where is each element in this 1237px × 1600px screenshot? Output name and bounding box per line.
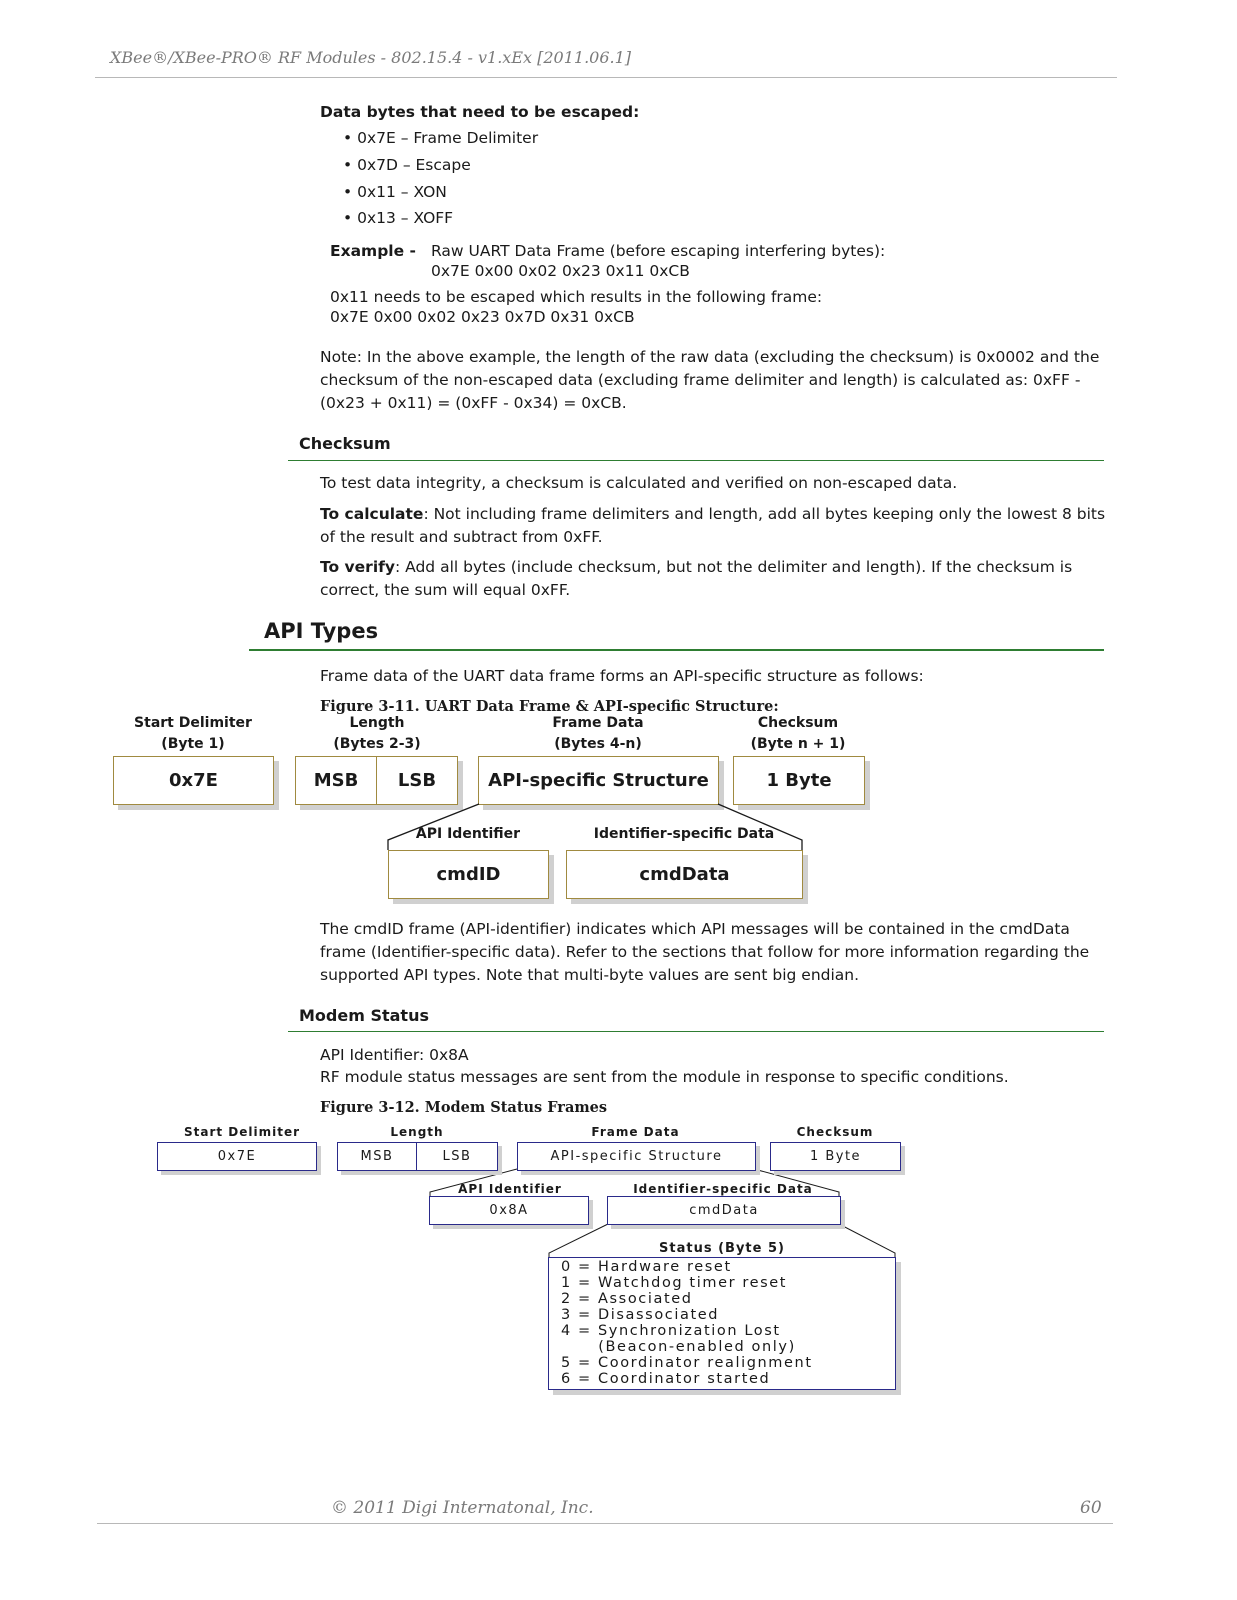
status-line: 2 = Associated: [561, 1291, 693, 1307]
modem-status-rule: [288, 1031, 1104, 1032]
escape-item: • 0x13 – XOFF: [343, 209, 454, 227]
label-start-delimiter: Start Delimiter: [183, 1125, 301, 1139]
status-line: 4 = Synchronization Lost: [561, 1323, 781, 1339]
api-types-explanation: The cmdID frame (API-identifier) indicates which API messages will be contained in the cmdData frame (Identifier-specific data). Refer to the sections that follow for more information regarding the supported API types. Note that multi-byte values are sent big endian.: [320, 920, 1090, 984]
box-start-delimiter: 0x7E: [157, 1142, 317, 1171]
status-line: 0 = Hardware reset: [561, 1259, 732, 1275]
label-api-identifier: API Identifier: [415, 826, 521, 842]
status-line: 6 = Coordinator started: [561, 1371, 771, 1387]
box-api-id-value: 0x8A: [429, 1196, 589, 1225]
escape-heading: Data bytes that need to be escaped:: [320, 103, 640, 121]
label-frame-data: Frame Data (Bytes 4-n): [552, 715, 644, 752]
label-checksum: Checksum (Byte n + 1): [750, 715, 846, 752]
box-cmddata: cmdData: [566, 850, 803, 899]
label-status: Status (Byte 5): [659, 1241, 785, 1256]
label-identifier-specific-data: Identifier-specific Data: [633, 1182, 813, 1196]
escape-item: • 0x7D – Escape: [343, 156, 471, 174]
modem-status-description: RF module status messages are sent from the module in response to specific conditions.: [320, 1068, 1009, 1086]
box-cmddata: cmdData: [607, 1196, 841, 1225]
status-line: 1 = Watchdog timer reset: [561, 1275, 788, 1291]
footer-rule: [97, 1523, 1113, 1524]
box-checksum: 1 Byte: [770, 1142, 901, 1171]
box-cmdid: cmdID: [388, 850, 549, 899]
box-lsb: LSB: [416, 1142, 498, 1171]
api-types-intro: Frame data of the UART data frame forms an API-specific structure as follows:: [320, 667, 924, 685]
status-line: 5 = Coordinator realignment: [561, 1355, 813, 1371]
example-line: Raw UART Data Frame (before escaping interfering bytes):: [431, 242, 886, 260]
api-types-heading: API Types: [264, 619, 379, 643]
header-rule: [95, 77, 1117, 78]
label-checksum: Checksum: [796, 1125, 874, 1139]
box-msb: MSB: [337, 1142, 417, 1171]
api-identifier-line: API Identifier: 0x8A: [320, 1046, 469, 1064]
checksum-rule: [288, 460, 1104, 461]
label-frame-data: Frame Data: [591, 1125, 680, 1139]
example-label: Example -: [330, 242, 416, 260]
label-length: Length: [390, 1125, 444, 1139]
box-msb: MSB: [295, 756, 377, 805]
figure-caption: Figure 3-11. UART Data Frame & API-specific Structure:: [320, 698, 779, 715]
checksum-calc: To calculate: Not including frame delimiters and length, add all bytes keeping only the lowest 8 bits of the result and subtract from 0xFF.: [320, 505, 1106, 546]
box-api-structure: API-specific Structure: [517, 1142, 756, 1171]
box-start-delimiter: 0x7E: [113, 756, 274, 805]
footer-copyright: © 2011 Digi Internatonal, Inc.: [331, 1498, 594, 1518]
escaped-line: 0x7E 0x00 0x02 0x23 0x7D 0x31 0xCB: [330, 308, 635, 326]
label-identifier-specific-data: Identifier-specific Data: [593, 826, 775, 842]
example-line: 0x7E 0x00 0x02 0x23 0x11 0xCB: [431, 262, 690, 280]
box-lsb: LSB: [376, 756, 458, 805]
status-line: (Beacon-enabled only): [561, 1339, 796, 1355]
escaped-line: 0x11 needs to be escaped which results in the following frame:: [330, 288, 823, 306]
label-length: Length (Bytes 2-3): [333, 715, 421, 752]
checksum-verify: To verify: Add all bytes (include checksum, but not the delimiter and length). If the checksum is correct, the sum will equal 0xFF.: [320, 558, 1073, 599]
checksum-heading: Checksum: [299, 434, 391, 453]
box-api-structure: API-specific Structure: [478, 756, 719, 805]
status-line: 3 = Disassociated: [561, 1307, 720, 1323]
checksum-intro: To test data integrity, a checksum is calculated and verified on non-escaped data.: [320, 474, 958, 492]
api-types-rule: [249, 649, 1104, 651]
figure-caption: Figure 3-12. Modem Status Frames: [320, 1099, 608, 1116]
box-checksum: 1 Byte: [733, 756, 865, 805]
label-start-delimiter: Start Delimiter (Byte 1): [134, 715, 252, 752]
status-codes-box: [548, 1257, 896, 1390]
escape-item: • 0x11 – XON: [343, 183, 447, 201]
page-number: 60: [1080, 1498, 1102, 1518]
running-header: XBee®/XBee-PRO® RF Modules - 802.15.4 - v1.xEx [2011.06.1]: [110, 48, 632, 67]
label-api-identifier: API Identifier: [458, 1182, 562, 1196]
modem-status-heading: Modem Status: [299, 1006, 429, 1025]
escape-note: Note: In the above example, the length of the raw data (excluding the checksum) is 0x0002 and the checksum of the non-escaped data (excluding frame delimiter and length) is calculated as: 0xFF - (0x23 + 0x11) = (0xFF - 0x34) = 0xCB.: [320, 348, 1100, 412]
escape-item: • 0x7E – Frame Delimiter: [343, 129, 539, 147]
